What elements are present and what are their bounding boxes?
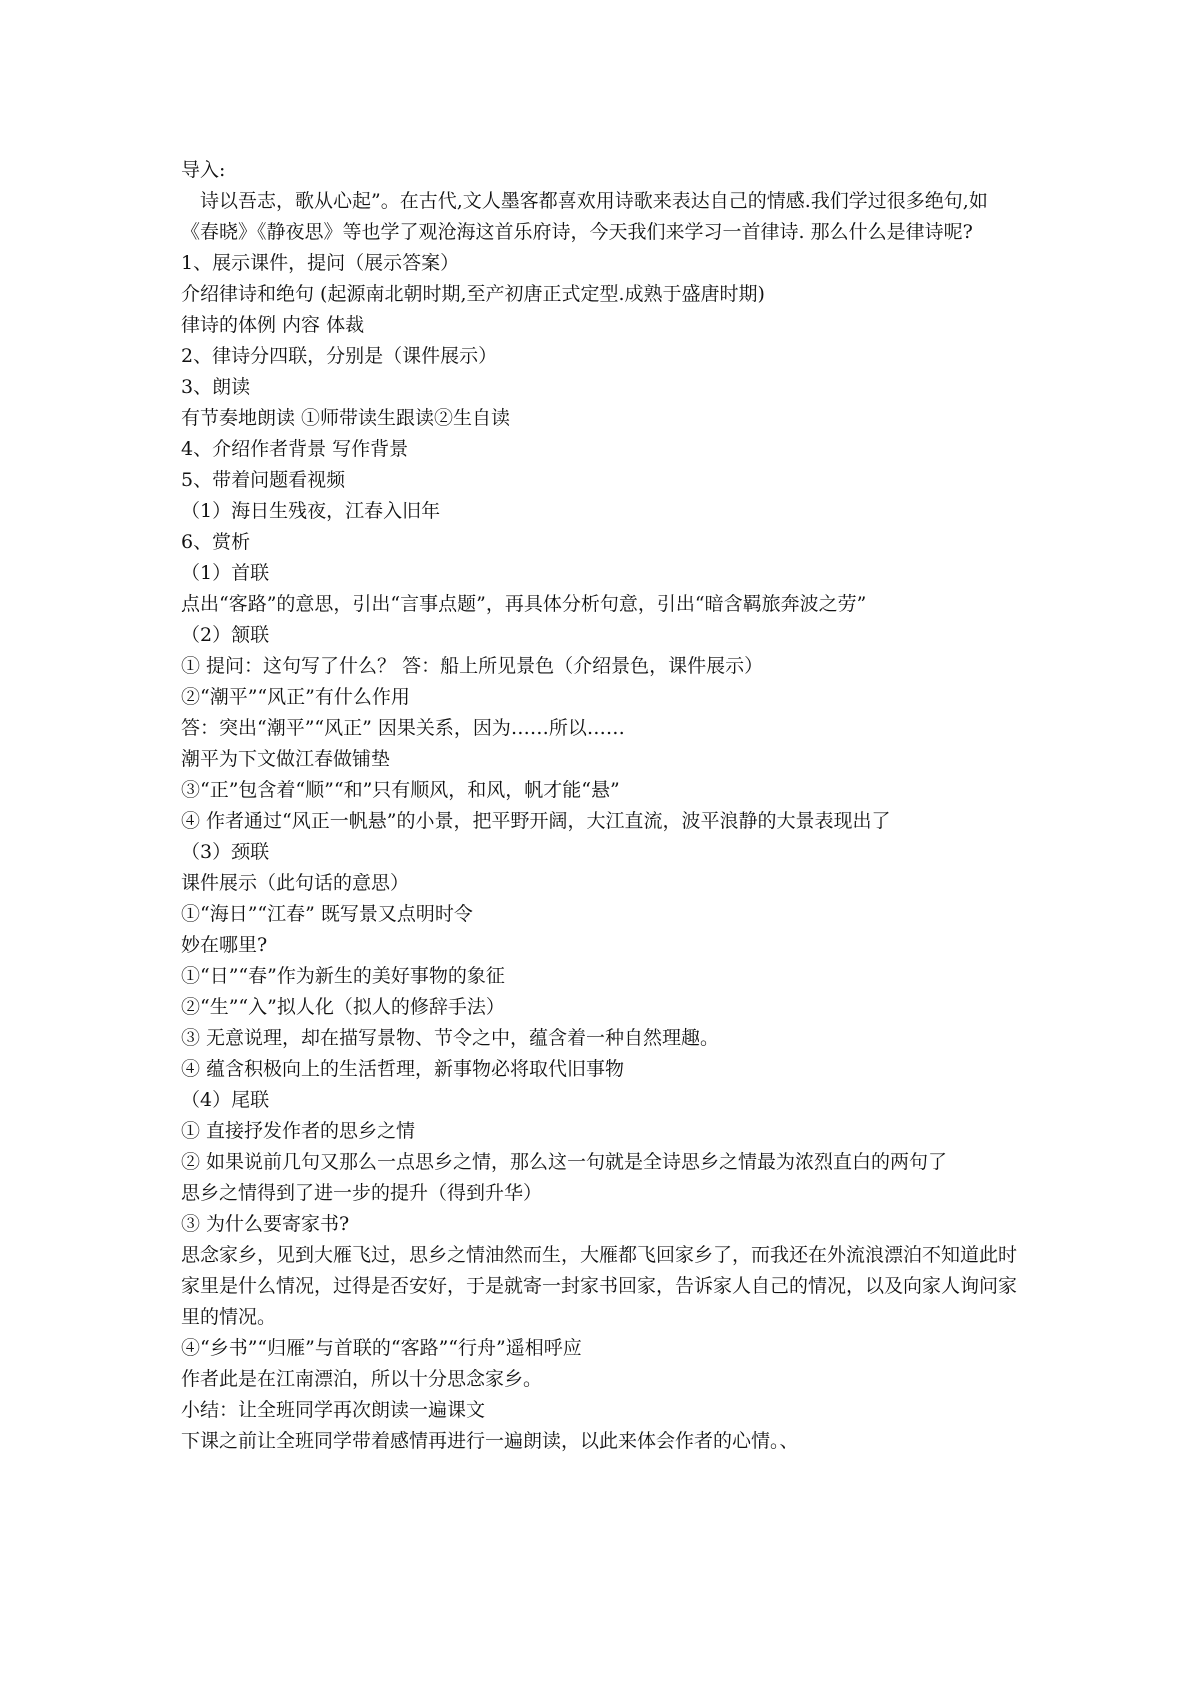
text-line: ② 如果说前几句又那么一点思乡之情，那么这一句就是全诗思乡之情最为浓烈直白的两句了 bbox=[181, 1151, 948, 1173]
text-line: ④ 蕴含积极向上的生活哲理，新事物必将取代旧事物 bbox=[181, 1058, 625, 1080]
text-line: 下课之前让全班同学带着感情再进行一遍朗读，以此来体会作者的心情。、 bbox=[181, 1430, 799, 1452]
text-line: 思乡之情得到了进一步的提升（得到升华） bbox=[181, 1182, 543, 1204]
text-line: 有节奏地朗读 ①师带读生跟读②生自读 bbox=[181, 407, 511, 429]
text-line: ①“海日”“江春” 既写景又点明时令 bbox=[181, 903, 473, 925]
text-line: ②“潮平”“风正”有什么作用 bbox=[181, 686, 410, 708]
text-line: ②“生”“入”拟人化（拟人的修辞手法） bbox=[181, 996, 505, 1018]
subsection-heading: （4）尾联 bbox=[181, 1089, 270, 1111]
text-line: 点出“客路”的意思，引出“言事点题”，再具体分析句意，引出“暗含羁旅奔波之劳” bbox=[181, 593, 867, 615]
text-line: 潮平为下文做江春做铺垫 bbox=[181, 748, 391, 770]
subsection-heading: （3）颈联 bbox=[181, 841, 270, 863]
text-line: ④ 作者通过“风正一帆悬”的小景，把平野开阔，大江直流，波平浪静的大景表现出了 bbox=[181, 810, 891, 832]
text-line: 介绍律诗和绝句 (起源南北朝时期,至产初唐正式定型.成熟于盛唐时期) bbox=[181, 283, 765, 305]
lesson-plan-text bbox=[181, 155, 1021, 1457]
step-4: 4、介绍作者背景 写作背景 bbox=[181, 438, 409, 460]
text-line: ① 提问：这句写了什么？ 答：船上所见景色（介绍景色，课件展示） bbox=[181, 655, 764, 677]
text-line: ④“乡书”“归雁”与首联的“客路”“行舟”遥相呼应 bbox=[181, 1337, 582, 1359]
step-2: 2、律诗分四联，分别是（课件展示） bbox=[181, 345, 498, 367]
text-line: ③ 为什么要寄家书? bbox=[181, 1213, 350, 1235]
step-6: 6、赏析 bbox=[181, 531, 251, 553]
intro-paragraph: 诗以吾志，歌从心起”。在古代,文人墨客都喜欢用诗歌来表达自己的情感.我们学过很多绝句,如《春晓》《静夜思》等也学了观沧海这首乐府诗，今天我们来学习一首律诗. 那么什么是律诗呢? bbox=[181, 190, 988, 243]
text-line: （1）海日生残夜，江春入旧年 bbox=[181, 500, 441, 522]
text-line: ① 直接抒发作者的思乡之情 bbox=[181, 1120, 416, 1142]
text-line: ③“正”包含着“顺”“和”只有顺风，和风，帆才能“悬” bbox=[181, 779, 620, 801]
subsection-heading: （2）颔联 bbox=[181, 624, 270, 646]
text-line: ①“日”“春”作为新生的美好事物的象征 bbox=[181, 965, 505, 987]
step-1: 1、展示课件，提问（展示答案） bbox=[181, 252, 460, 274]
step-5: 5、带着问题看视频 bbox=[181, 469, 346, 491]
step-3: 3、朗读 bbox=[181, 376, 251, 398]
text-line: 课件展示（此句话的意思） bbox=[181, 872, 410, 894]
section-heading-intro: 导入: bbox=[181, 159, 226, 181]
text-line: 答：突出“潮平”“风正” 因果关系，因为……所以…… bbox=[181, 717, 625, 739]
text-paragraph: 思念家乡，见到大雁飞过，思乡之情油然而生，大雁都飞回家乡了，而我还在外流浪漂泊不知道此时家里是什么情况，过得是否安好，于是就寄一封家书回家，告诉家人自己的情况，以及向家人询问家里的情况。 bbox=[181, 1244, 1018, 1328]
text-line: ③ 无意说理，却在描写景物、节令之中，蕴含着一种自然理趣。 bbox=[181, 1027, 720, 1049]
summary-heading: 小结：让全班同学再次朗读一遍课文 bbox=[181, 1399, 486, 1421]
text-line: 妙在哪里? bbox=[181, 934, 268, 956]
subsection-heading: （1）首联 bbox=[181, 562, 270, 584]
text-line: 作者此是在江南漂泊，所以十分思念家乡。 bbox=[181, 1368, 543, 1390]
text-line: 律诗的体例 内容 体裁 bbox=[181, 314, 365, 336]
